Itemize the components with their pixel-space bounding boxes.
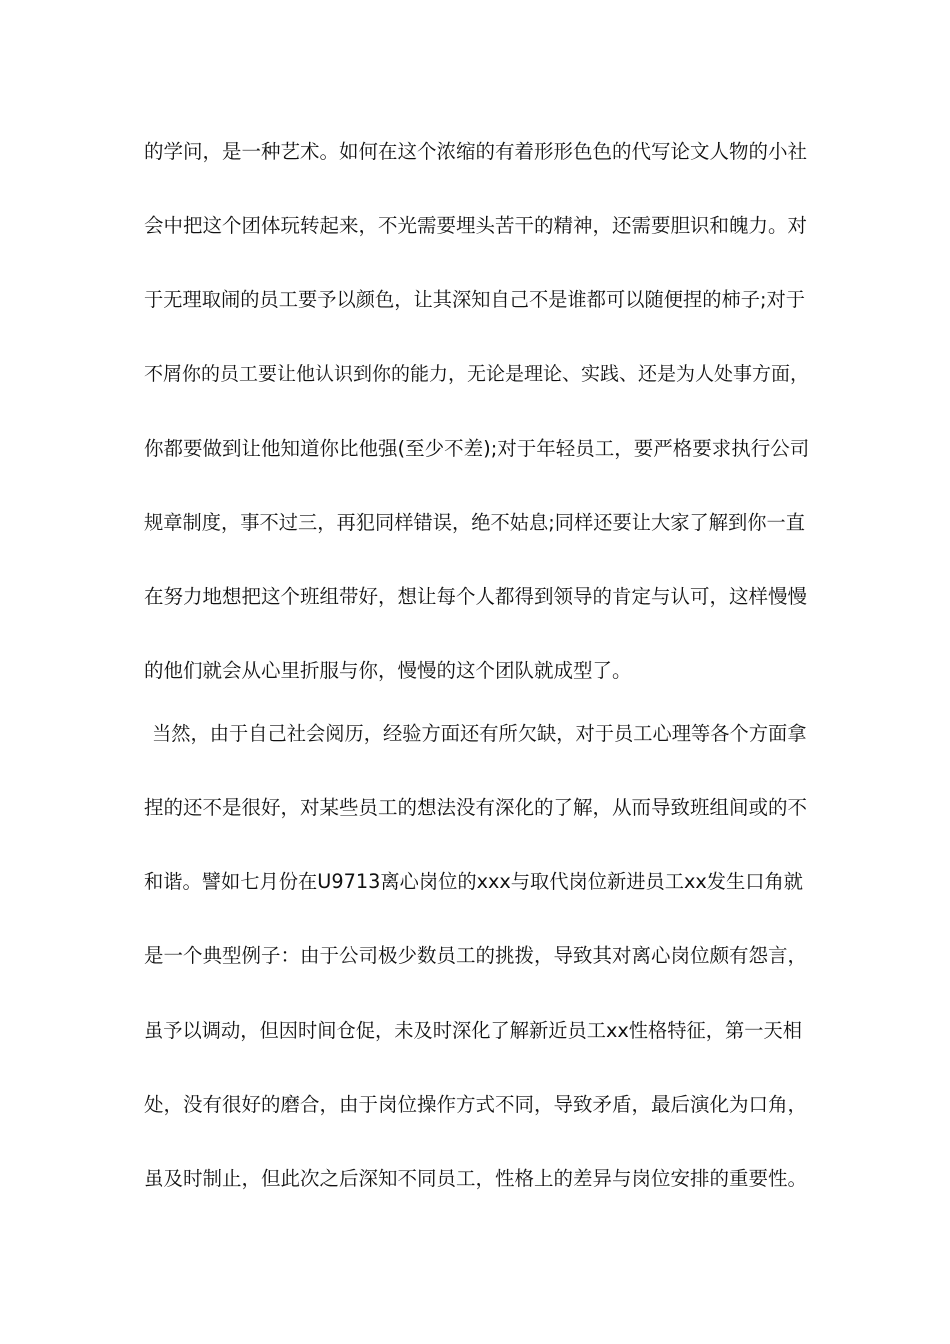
paragraph-line: 的学问，是一种艺术。如何在这个浓缩的有着形形色色的代写论文人物的小社 bbox=[144, 140, 808, 163]
paragraph-line: 在努力地想把这个班组带好，想让每个人都得到领导的肯定与认可，这样慢慢 bbox=[144, 585, 808, 608]
paragraph-line: 是一个典型例子：由于公司极少数员工的挑拨，导致其对离心岗位颇有怨言， bbox=[144, 944, 808, 967]
paragraph-line: 处，没有很好的磨合，由于岗位操作方式不同，导致矛盾，最后演化为口角， bbox=[144, 1093, 808, 1116]
paragraph-line: 的他们就会从心里折服与你，慢慢的这个团队就成型了。 bbox=[144, 659, 632, 682]
paragraph-line: 和谐。譬如七月份在U9713离心岗位的xxx与取代岗位新进员工xx发生口角就 bbox=[144, 870, 804, 893]
paragraph-line: 你都要做到让他知道你比他强(至少不差);对于年轻员工，要严格要求执行公司 bbox=[144, 437, 810, 460]
paragraph-line: 于无理取闹的员工要予以颜色，让其深知自己不是谁都可以随便捏的柿子;对于 bbox=[144, 288, 805, 311]
paragraph-line: 虽予以调动，但因时间仓促，未及时深化了解新近员工xx性格特征，第一天相 bbox=[144, 1019, 803, 1042]
paragraph-line: 当然，由于自己社会阅历，经验方面还有所欠缺，对于员工心理等各个方面拿 bbox=[152, 722, 807, 745]
paragraph-line: 规章制度，事不过三，再犯同样错误，绝不姑息;同样还要让大家了解到你一直 bbox=[144, 511, 805, 534]
paragraph-line: 不屑你的员工要让他认识到你的能力，无论是理论、实践、还是为人处事方面， bbox=[144, 363, 810, 385]
paragraph-line: 会中把这个团体玩转起来，不光需要埋头苦干的精神，还需要胆识和魄力。对 bbox=[144, 214, 808, 237]
paragraph-line: 捏的还不是很好，对某些员工的想法没有深化的了解，从而导致班组间或的不 bbox=[144, 796, 808, 819]
paragraph-line: 虽及时制止，但此次之后深知不同员工，性格上的差异与岗位安排的重要性。 bbox=[144, 1167, 808, 1190]
